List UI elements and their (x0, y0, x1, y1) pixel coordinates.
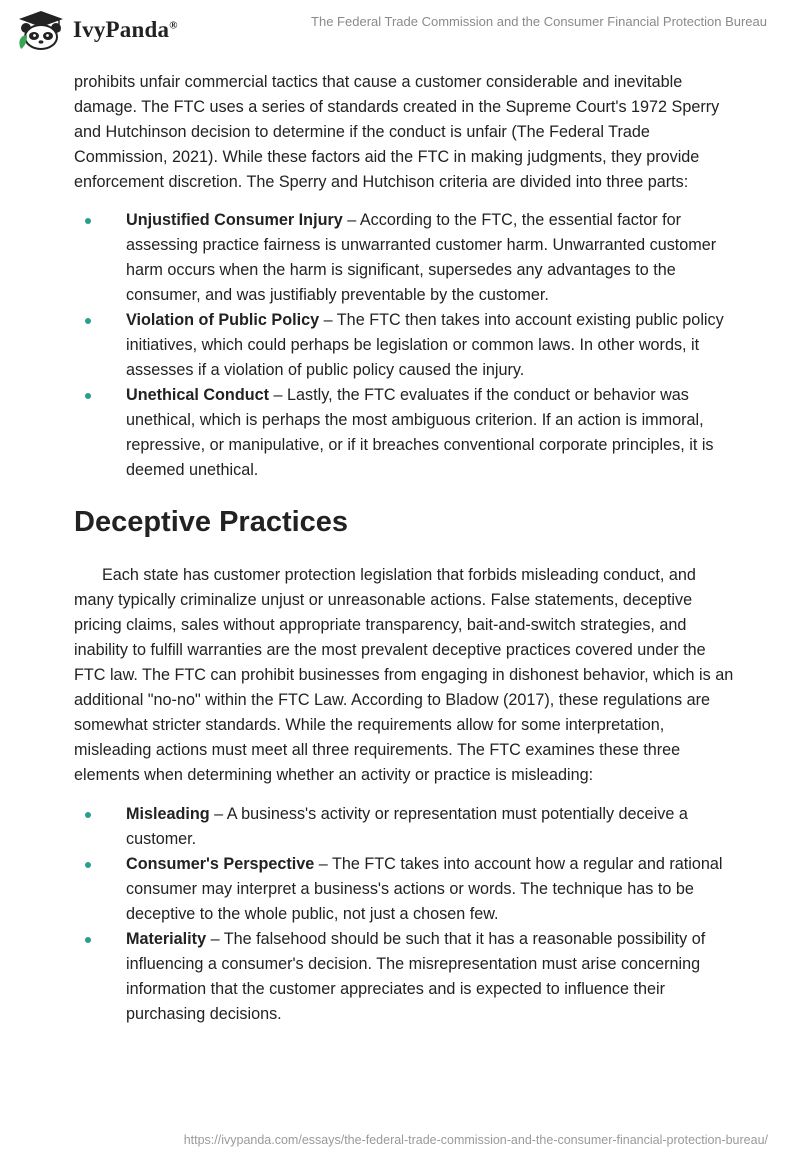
criterion-term: Violation of Public Policy (126, 311, 320, 329)
unfairness-criteria-list (74, 208, 734, 483)
bullet-icon (85, 218, 91, 224)
section-heading: Deceptive Practices (74, 506, 349, 538)
element-text: – The FTC takes into account how a regular and rational consumer may interpret a business's actions or words. The technique has to be deceptive to the whole public, not just a chosen few. (126, 855, 723, 923)
bullet-icon (85, 393, 91, 399)
criterion-text: – Lastly, the FTC evaluates if the conduct or behavior was unethical, which is perhaps the most ambiguous criterion. If an action is immoral, repressive, or manipulative, or if it breaches conventional corporate principles, it is deemed unethical. (126, 386, 714, 479)
logo-wordmark: IvyPanda® (73, 17, 178, 42)
bullet-icon (85, 937, 91, 943)
deceptive-paragraph: Each state has customer protection legislation that forbids misleading conduct, and many typically criminalize unjust or unreasonable actions. False statements, deceptive pricing claims, sales without appropriate transparency, bait-and-switch strategies, and inability to fulfill warranties are the most prevalent deceptive practices covered under the FTC law. The FTC can prohibit businesses from engaging in dishonest behavior, which is an additional "no-no" within the FTC Law. According to Bladow (2017), these regulations are somewhat stricter standards. While the requirements allow for some interpretation, misleading actions must meet all three requirements. The FTC examines these three elements when determining whether an activity or practice is misleading: (74, 566, 734, 784)
list-item (74, 383, 734, 483)
running-title: The Federal Trade Commission and the Consumer Financial Protection Bureau (311, 14, 767, 29)
ivypanda-logo[interactable] (15, 9, 178, 51)
list-item (74, 308, 734, 383)
bullet-icon (85, 862, 91, 868)
intro-paragraph: prohibits unfair commercial tactics that cause a customer considerable and inevitable damage. The FTC uses a series of standards created in the Supreme Court's 1972 Sperry and Hutchinson decision to determine if the conduct is unfair (The Federal Trade Commission, 2021). While these factors aid the FTC in making judgments, they provide enforcement discretion. The Sperry and Hutchison criteria are divided into three parts: (74, 73, 720, 191)
panda-graduate-icon (15, 9, 67, 51)
element-term: Misleading (126, 805, 210, 823)
essay-body (74, 70, 734, 1027)
element-text: – The falsehood should be such that it has a reasonable possibility of influencing a consumer's decision. The misrepresentation must arise concerning information that the customer appreciates and is expected to influence their purchasing decisions. (126, 930, 706, 1023)
list-item (74, 927, 734, 1027)
criterion-term: Unethical Conduct (126, 386, 269, 404)
criterion-text: – The FTC then takes into account existing public policy initiatives, which could perhaps be legislation or common laws. In other words, it assesses if a violation of public policy caused the injury. (126, 311, 724, 379)
element-text: – A business's activity or representation must potentially deceive a customer. (126, 805, 688, 848)
element-term: Materiality (126, 930, 207, 948)
list-item (74, 852, 734, 927)
criterion-text: – According to the FTC, the essential factor for assessing practice fairness is unwarranted customer harm. Unwarranted customer harm occurs when the harm is significant, supersedes any advantages to the consumer, and was justifiably preventable by the customer. (126, 211, 717, 304)
bullet-icon (85, 812, 91, 818)
element-term: Consumer's Perspective (126, 855, 315, 873)
list-item (74, 208, 734, 308)
bullet-icon (85, 318, 91, 324)
page-header (0, 0, 800, 60)
source-url-link[interactable]: https://ivypanda.com/essays/the-federal-trade-commission-and-the-consumer-financial-protection-bureau/ (183, 1133, 768, 1147)
deception-elements-list (74, 802, 734, 1027)
criterion-term: Unjustified Consumer Injury (126, 211, 343, 229)
list-item (74, 802, 734, 852)
